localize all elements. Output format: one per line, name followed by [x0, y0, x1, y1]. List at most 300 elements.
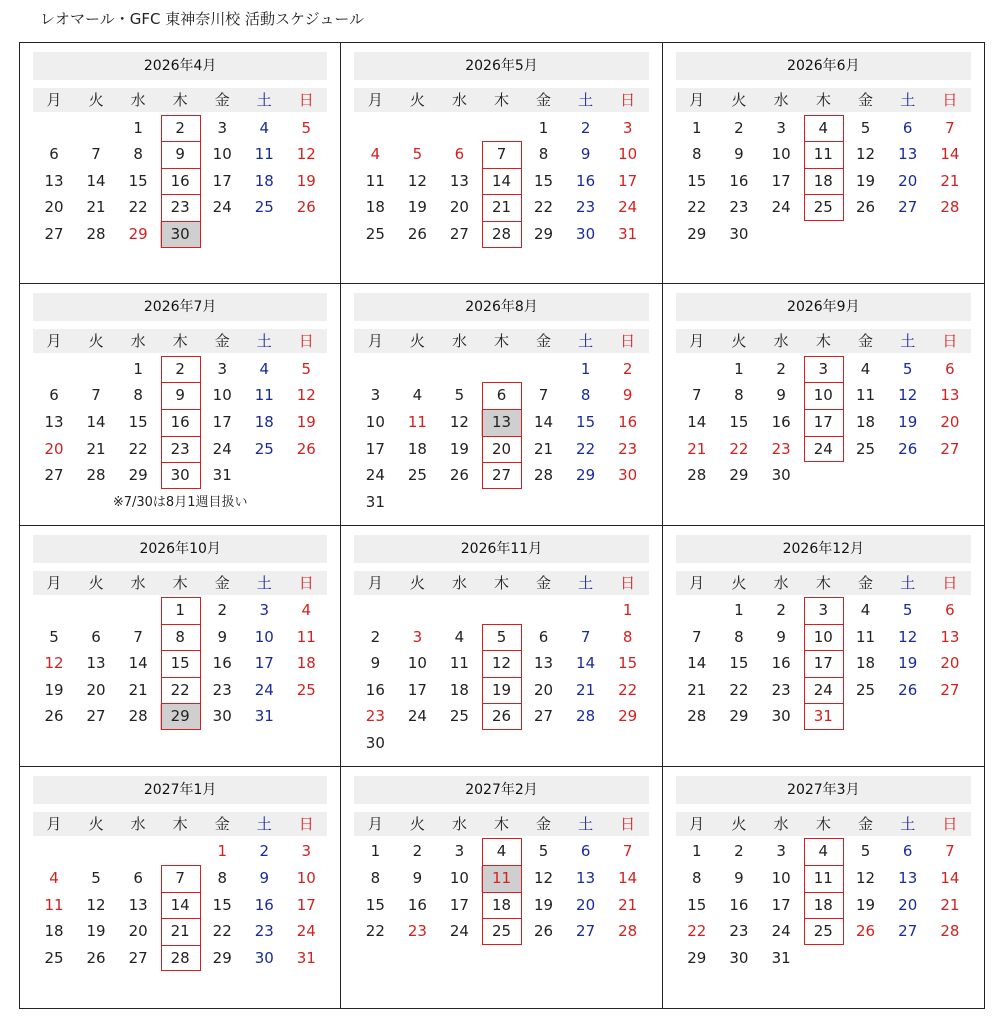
day-cell: 10 [365, 413, 385, 432]
day-cell: 10 [771, 145, 791, 164]
month-days-grid [33, 88, 327, 248]
day-cell: 27 [940, 439, 960, 458]
weekday-header: 月 [676, 88, 718, 112]
day-cell: 27 [44, 224, 64, 243]
day-cell: 28 [170, 948, 190, 967]
day-cell: 17 [813, 654, 833, 673]
day-cell: 11 [855, 627, 876, 646]
weekday-header: 火 [718, 812, 760, 836]
day-cell: 15 [365, 895, 385, 914]
weekday-header: 土 [565, 329, 607, 353]
weekday-header: 土 [887, 329, 929, 353]
weekday-header: 月 [354, 329, 396, 353]
day-cell: 17 [212, 171, 232, 190]
month-calendar [20, 526, 341, 767]
day-cell: 18 [44, 922, 64, 941]
day-cell: 13 [940, 627, 960, 646]
day-cell: 25 [254, 439, 274, 458]
day-cell: 27 [898, 198, 918, 217]
day-cell: 4 [412, 386, 423, 405]
day-cell: 12 [855, 145, 876, 164]
month-calendar [341, 284, 662, 525]
month-title: 2026年12月 [676, 535, 971, 563]
day-cell: 5 [49, 627, 59, 646]
day-cell: 22 [576, 439, 596, 458]
day-cell: 25 [491, 922, 512, 941]
day-cell: 19 [407, 198, 427, 217]
day-cell: 23 [771, 439, 791, 458]
empty-day-cell [354, 597, 396, 624]
day-cell: 11 [296, 627, 316, 646]
weekday-header: 日 [607, 329, 649, 353]
day-cell: 17 [254, 654, 274, 673]
day-cell: 27 [898, 922, 918, 941]
day-cell: 12 [407, 171, 427, 190]
weekday-header: 火 [75, 571, 117, 595]
day-cell: 18 [855, 413, 876, 432]
month-calendar [663, 43, 984, 284]
day-cell: 1 [538, 118, 549, 137]
day-cell: 16 [618, 413, 638, 432]
day-cell: 16 [729, 895, 749, 914]
day-cell: 2 [217, 601, 227, 620]
page-title: レオマール・GFC 東神奈川校 活動スケジュール [40, 10, 365, 28]
day-cell: 24 [813, 680, 833, 699]
day-cell: 3 [776, 118, 786, 137]
day-cell: 14 [170, 895, 190, 914]
weekday-header: 水 [117, 812, 159, 836]
month-title: 2027年3月 [676, 776, 971, 804]
month-days-grid [676, 571, 971, 731]
day-cell: 19 [855, 171, 876, 190]
day-cell: 24 [771, 922, 791, 941]
day-cell: 4 [860, 601, 871, 620]
weekday-header: 月 [33, 812, 75, 836]
day-cell: 22 [729, 680, 749, 699]
day-cell: 11 [855, 386, 876, 405]
weekday-header: 土 [887, 571, 929, 595]
day-cell: 14 [940, 145, 960, 164]
day-cell: 15 [687, 171, 707, 190]
month-days-grid [676, 88, 971, 248]
weekday-header: 土 [243, 88, 285, 112]
day-cell: 14 [940, 868, 960, 887]
day-cell: 11 [407, 413, 427, 432]
day-cell: 31 [365, 492, 385, 511]
day-cell: 21 [687, 680, 707, 699]
empty-day-cell [75, 115, 117, 142]
day-cell: 18 [813, 171, 833, 190]
day-cell: 6 [454, 145, 465, 164]
day-cell: 8 [734, 386, 744, 405]
weekday-header: 木 [802, 571, 844, 595]
day-cell: 6 [49, 145, 59, 164]
day-cell: 30 [729, 948, 749, 967]
day-cell: 1 [133, 118, 143, 137]
day-cell: 27 [940, 680, 960, 699]
day-cell: 13 [449, 171, 469, 190]
weekday-header: 火 [75, 329, 117, 353]
weekday-header: 火 [718, 329, 760, 353]
empty-day-cell [438, 115, 480, 142]
empty-day-cell [676, 597, 718, 624]
weekday-header: 水 [438, 571, 480, 595]
day-cell: 29 [729, 707, 749, 726]
day-cell: 20 [940, 654, 960, 673]
day-cell: 19 [44, 680, 64, 699]
weekday-header: 木 [159, 571, 201, 595]
day-cell: 7 [945, 842, 955, 861]
day-cell: 15 [729, 413, 749, 432]
day-cell: 10 [813, 386, 833, 405]
day-cell: 3 [217, 118, 227, 137]
day-cell: 20 [86, 680, 106, 699]
day-cell: 29 [212, 948, 232, 967]
day-cell: 4 [259, 118, 270, 137]
day-cell: 17 [449, 895, 469, 914]
day-cell: 30 [170, 466, 190, 485]
day-cell: 12 [44, 654, 64, 673]
day-cell: 14 [576, 654, 596, 673]
day-cell: 5 [902, 359, 913, 378]
weekday-header: 金 [844, 571, 886, 595]
day-cell: 3 [301, 842, 312, 861]
day-cell: 4 [818, 118, 829, 137]
day-cell: 4 [49, 868, 59, 887]
day-cell: 17 [618, 171, 638, 190]
day-cell: 17 [365, 439, 385, 458]
day-cell: 15 [687, 895, 707, 914]
day-cell: 29 [533, 224, 554, 243]
day-cell: 28 [128, 707, 148, 726]
day-cell: 2 [370, 627, 381, 646]
day-cell: 30 [729, 224, 749, 243]
day-cell: 1 [734, 359, 744, 378]
day-cell: 20 [576, 895, 596, 914]
day-cell: 26 [449, 466, 469, 485]
day-cell: 3 [217, 359, 227, 378]
month-title: 2026年9月 [676, 293, 971, 321]
month-title: 2027年2月 [354, 776, 648, 804]
weekday-header: 日 [285, 571, 327, 595]
day-cell: 9 [217, 627, 227, 646]
month-calendar [341, 526, 662, 767]
empty-day-cell [438, 356, 480, 383]
day-cell: 18 [254, 413, 274, 432]
day-cell: 27 [576, 922, 596, 941]
day-cell: 26 [44, 707, 64, 726]
day-cell: 18 [296, 654, 316, 673]
weekday-header: 月 [33, 88, 75, 112]
day-cell: 14 [491, 171, 512, 190]
day-cell: 1 [691, 842, 702, 861]
day-cell: 21 [687, 439, 707, 458]
day-cell: 30 [365, 734, 385, 753]
day-cell: 13 [44, 171, 64, 190]
month-title: 2026年11月 [354, 535, 648, 563]
day-cell: 3 [412, 627, 423, 646]
weekday-header: 日 [929, 571, 971, 595]
day-cell: 30 [159, 221, 201, 248]
day-cell: 28 [533, 466, 554, 485]
day-cell: 15 [212, 895, 232, 914]
day-cell: 7 [580, 627, 591, 646]
day-cell: 28 [491, 224, 512, 243]
weekday-header: 月 [676, 571, 718, 595]
day-cell: 11 [365, 171, 385, 190]
weekday-header: 月 [676, 329, 718, 353]
day-cell: 23 [254, 922, 274, 941]
day-cell: 22 [729, 439, 749, 458]
weekday-header: 水 [760, 571, 802, 595]
day-cell: 21 [128, 680, 148, 699]
day-cell: 14 [687, 654, 707, 673]
weekday-header: 木 [159, 329, 201, 353]
weekday-header: 水 [438, 812, 480, 836]
day-cell: 2 [412, 842, 423, 861]
day-cell: 5 [538, 842, 549, 861]
weekday-header: 木 [480, 88, 522, 112]
day-cell: 9 [175, 145, 185, 164]
day-cell: 21 [491, 198, 512, 217]
day-cell: 22 [365, 922, 385, 941]
weekday-header: 日 [929, 812, 971, 836]
empty-day-cell [354, 356, 396, 383]
day-cell: 2 [776, 601, 786, 620]
day-cell: 18 [407, 439, 427, 458]
day-cell: 20 [940, 413, 960, 432]
day-cell: 1 [622, 601, 633, 620]
day-cell: 28 [687, 707, 707, 726]
day-cell: 5 [454, 386, 465, 405]
day-cell: 21 [576, 680, 596, 699]
day-cell: 14 [687, 413, 707, 432]
empty-day-cell [523, 597, 565, 624]
day-cell: 12 [898, 627, 918, 646]
day-cell: 15 [170, 654, 190, 673]
weekday-header: 水 [117, 88, 159, 112]
day-cell: 22 [212, 922, 232, 941]
day-cell: 3 [622, 118, 633, 137]
day-cell: 21 [940, 171, 960, 190]
day-cell: 18 [365, 198, 385, 217]
month-days-grid [354, 329, 648, 515]
month-title: 2026年7月 [33, 293, 327, 321]
day-cell: 15 [618, 654, 638, 673]
weekday-header: 日 [607, 571, 649, 595]
day-cell: 31 [813, 707, 833, 726]
day-cell: 19 [898, 654, 918, 673]
day-cell: 29 [128, 466, 148, 485]
weekday-header: 水 [760, 88, 802, 112]
weekday-header: 金 [523, 329, 565, 353]
day-cell: 28 [940, 922, 960, 941]
day-cell: 10 [407, 654, 427, 673]
month-calendar [341, 767, 662, 1008]
month-calendar [20, 284, 341, 525]
month-days-grid [676, 812, 971, 972]
day-cell: 19 [86, 922, 106, 941]
empty-day-cell [33, 597, 75, 624]
day-cell: 5 [860, 842, 871, 861]
day-cell: 7 [133, 627, 143, 646]
day-cell: 20 [44, 198, 64, 217]
weekday-header: 金 [201, 329, 243, 353]
calendar-grid [19, 42, 985, 1009]
weekday-header: 月 [354, 812, 396, 836]
day-cell: 6 [902, 118, 913, 137]
day-cell: 13 [44, 413, 64, 432]
day-cell: 10 [296, 868, 316, 887]
day-cell: 7 [91, 145, 101, 164]
day-cell: 29 [128, 224, 148, 243]
day-cell: 12 [855, 868, 876, 887]
day-cell: 7 [691, 386, 702, 405]
empty-day-cell [75, 838, 117, 865]
month-calendar [663, 526, 984, 767]
day-cell: 12 [449, 413, 469, 432]
empty-day-cell [480, 115, 522, 142]
month-title: 2026年6月 [676, 52, 971, 80]
day-cell: 25 [254, 198, 274, 217]
day-cell: 29 [576, 466, 596, 485]
day-cell: 25 [365, 224, 385, 243]
day-cell: 22 [618, 680, 638, 699]
day-cell: 24 [296, 922, 316, 941]
weekday-header: 火 [75, 812, 117, 836]
day-cell: 23 [365, 707, 385, 726]
day-cell: 24 [618, 198, 638, 217]
weekday-header: 火 [396, 812, 438, 836]
day-cell: 24 [407, 707, 427, 726]
day-cell: 1 [734, 601, 744, 620]
day-cell: 11 [254, 386, 274, 405]
day-cell: 22 [687, 198, 707, 217]
day-cell: 15 [729, 654, 749, 673]
month-days-grid [354, 571, 648, 757]
day-cell: 17 [771, 895, 791, 914]
day-cell: 2 [175, 359, 185, 378]
day-cell: 7 [622, 842, 633, 861]
day-cell: 1 [217, 842, 227, 861]
month-days-grid [354, 88, 648, 248]
empty-day-cell [480, 597, 522, 624]
day-cell: 6 [945, 359, 955, 378]
month-title: 2026年4月 [33, 52, 327, 80]
day-cell: 5 [301, 359, 312, 378]
weekday-header: 土 [887, 812, 929, 836]
day-cell: 15 [128, 171, 148, 190]
day-cell: 25 [449, 707, 469, 726]
day-cell: 18 [491, 895, 512, 914]
day-cell: 11 [813, 145, 833, 164]
day-cell: 12 [86, 895, 106, 914]
day-cell: 23 [729, 198, 749, 217]
day-cell: 1 [133, 359, 143, 378]
day-cell: 20 [44, 439, 64, 458]
day-cell: 3 [818, 601, 829, 620]
weekday-header: 日 [929, 88, 971, 112]
day-cell: 5 [496, 627, 507, 646]
day-cell: 14 [533, 413, 554, 432]
month-days-grid [33, 571, 327, 731]
day-cell: 13 [128, 895, 148, 914]
weekday-header: 水 [117, 329, 159, 353]
day-cell: 24 [212, 439, 232, 458]
weekday-header: 金 [201, 88, 243, 112]
weekday-header: 金 [523, 88, 565, 112]
day-cell: 29 [729, 466, 749, 485]
month-calendar [663, 767, 984, 1008]
day-cell: 28 [86, 224, 106, 243]
day-cell: 7 [538, 386, 549, 405]
weekday-header: 火 [396, 88, 438, 112]
day-cell: 7 [91, 386, 101, 405]
weekday-header: 月 [33, 571, 75, 595]
day-cell: 30 [212, 707, 232, 726]
empty-day-cell [75, 597, 117, 624]
day-cell: 23 [771, 680, 791, 699]
day-cell: 15 [576, 413, 596, 432]
weekday-header: 日 [285, 812, 327, 836]
day-cell: 15 [533, 171, 554, 190]
weekday-header: 木 [159, 88, 201, 112]
day-cell: 2 [734, 842, 744, 861]
weekday-header: 土 [243, 571, 285, 595]
day-cell: 30 [771, 707, 791, 726]
day-cell: 16 [212, 654, 232, 673]
month-calendar [663, 284, 984, 525]
day-cell: 11 [44, 895, 64, 914]
weekday-header: 水 [760, 812, 802, 836]
empty-day-cell [159, 838, 201, 865]
weekday-header: 火 [75, 88, 117, 112]
day-cell: 10 [254, 627, 274, 646]
day-cell: 30 [618, 466, 638, 485]
day-cell: 9 [622, 386, 633, 405]
day-cell: 9 [776, 627, 786, 646]
day-cell: 17 [407, 680, 427, 699]
day-cell: 17 [771, 171, 791, 190]
day-cell: 11 [449, 654, 469, 673]
day-cell: 10 [449, 868, 469, 887]
day-cell: 18 [813, 895, 833, 914]
day-cell: 28 [86, 466, 106, 485]
day-cell: 22 [128, 439, 148, 458]
weekday-header: 木 [802, 88, 844, 112]
day-cell: 8 [734, 627, 744, 646]
day-cell: 28 [618, 922, 638, 941]
day-cell: 2 [175, 118, 185, 137]
weekday-header: 木 [480, 571, 522, 595]
day-cell: 7 [175, 868, 185, 887]
day-cell: 16 [365, 680, 385, 699]
weekday-header: 月 [676, 812, 718, 836]
day-cell: 1 [580, 359, 591, 378]
day-cell: 19 [449, 439, 469, 458]
day-cell: 5 [91, 868, 101, 887]
day-cell: 9 [412, 868, 423, 887]
day-cell: 24 [254, 680, 274, 699]
day-cell: 27 [491, 466, 512, 485]
day-cell: 9 [776, 386, 786, 405]
day-cell: 4 [818, 842, 829, 861]
empty-day-cell [33, 115, 75, 142]
day-cell: 22 [533, 198, 554, 217]
day-cell: 26 [898, 680, 918, 699]
weekday-header: 木 [159, 812, 201, 836]
month-days-grid [354, 812, 648, 945]
